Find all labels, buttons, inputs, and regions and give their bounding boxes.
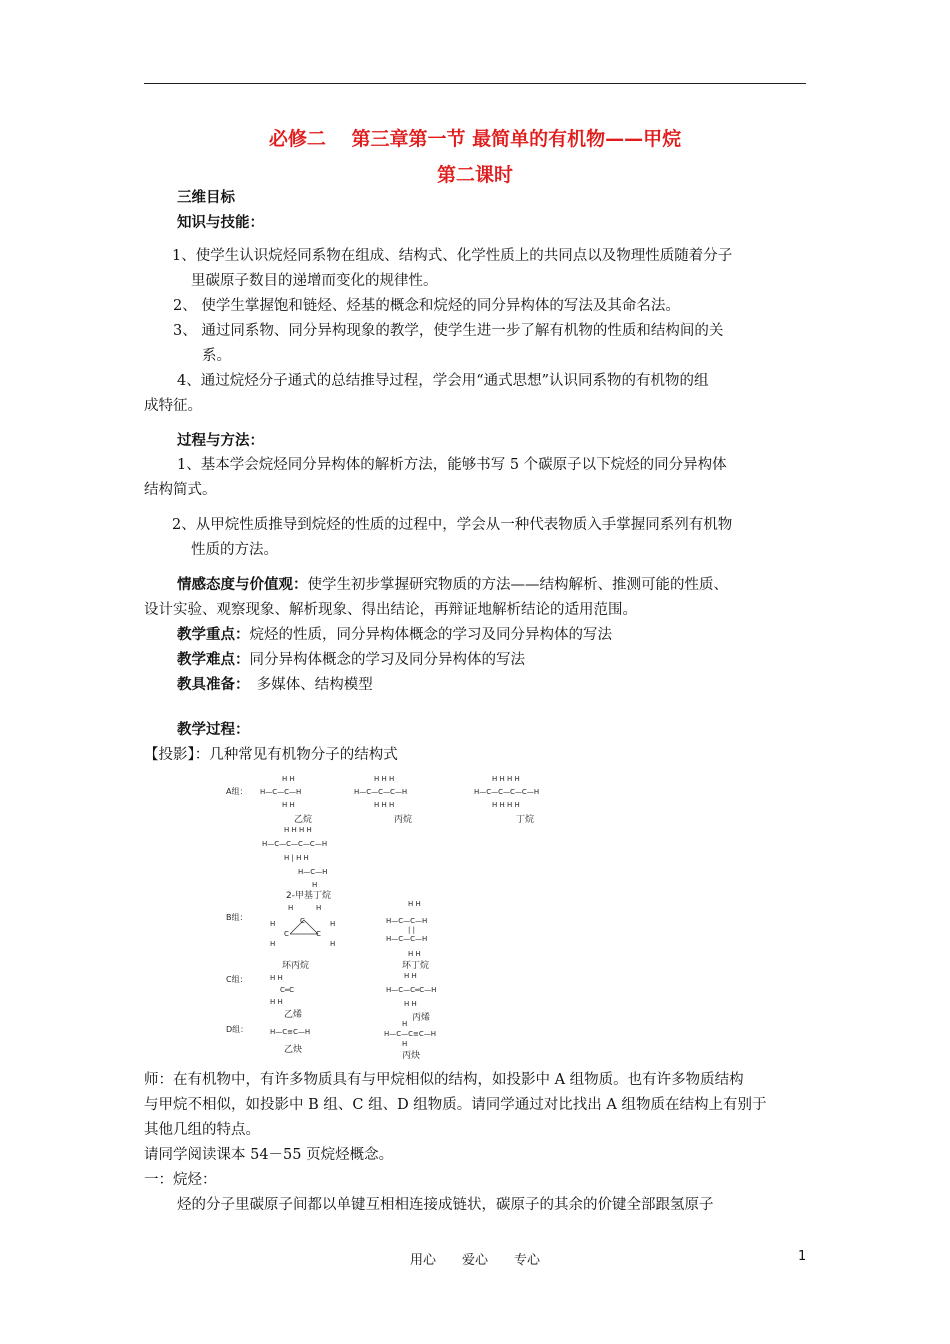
svg-text:| |: | | [408, 926, 415, 934]
svg-text:H—C—C—H: H—C—C—H [386, 935, 428, 943]
svg-text:H H: H H [408, 950, 421, 958]
methylbutane-structure [262, 826, 327, 889]
svg-text:H: H [402, 1040, 408, 1048]
svg-text:C═C: C═C [280, 986, 294, 994]
header-rule [144, 83, 806, 84]
body-paragraph-3: 烃的分子里碳原子间都以单键互相相连接成链状，碳原子的其余的价键全部跟氢原子 [177, 1197, 714, 1213]
focus-label: 教学重点： [177, 627, 250, 643]
ethene-label: 乙烯 [284, 1010, 303, 1020]
footer-text: 用心 爱心 专心 [409, 1253, 540, 1268]
group-d-label: D组： [226, 1025, 249, 1034]
knowledge-item-4-cont: 成特征。 [144, 398, 202, 414]
emotion-line-cont: 设计实验、观察现象、解析现象、得出结论，再辩证地解析结论的适用范围。 [144, 602, 637, 618]
propyne-structure [384, 1020, 436, 1048]
svg-text:H H: H H [282, 775, 295, 783]
ethane-structure [260, 775, 301, 809]
svg-text:H: H [270, 920, 276, 928]
svg-text:H—C—H: H—C—H [298, 868, 328, 876]
document-title: 必修二 第三章第一节 最简单的有机物——甲烷 [268, 128, 682, 150]
methylbutane-label: 2-甲基丁烷 [286, 891, 331, 901]
process-item-1: 1、基本学会烷烃同分异构体的解析方法，能够书写 5 个碳原子以下烷烃的同分异构体 [177, 457, 727, 473]
svg-text:H H H H: H H H H [492, 775, 520, 783]
process-item-1-cont: 结构简式。 [144, 482, 217, 498]
svg-text:H H: H H [282, 801, 295, 809]
cyclobutane-label: 环丁烷 [402, 961, 430, 971]
svg-text:H H H: H H H [374, 775, 395, 783]
focus-line [177, 625, 612, 645]
propyne-label: 丙炔 [402, 1051, 421, 1060]
projection-line [144, 745, 398, 765]
section-heading-alkane: 一：烷烃： [144, 1172, 217, 1188]
difficulty-label: 教学难点： [177, 652, 250, 668]
process-item-2-cont: 性质的方法。 [191, 542, 278, 558]
body-paragraph-1-end: 其他几组的特点。 [144, 1122, 260, 1138]
body-paragraph-1: 师：在有机物中，有许多物质具有与甲烷相似的结构，如投影中 A 组物质。也有许多物质结构 [144, 1072, 744, 1088]
ethyne-label: 乙炔 [284, 1045, 303, 1055]
svg-text:H: H [330, 940, 336, 948]
group-a-label: A组： [226, 787, 248, 796]
focus-text: 烷烃的性质，同分异构体概念的学习及同分异构体的写法 [249, 627, 612, 643]
knowledge-item-1: 1、使学生认识烷烃同系物在组成、结构式、化学性质上的共同点以及物理性质随着分子 [172, 248, 733, 264]
tools-label: 教具准备： [177, 677, 243, 693]
svg-text:H: H [402, 1020, 408, 1028]
process-heading: 过程与方法： [177, 433, 264, 449]
difficulty-text: 同分异构体概念的学习及同分异构体的写法 [249, 652, 525, 668]
svg-text:H: H [330, 920, 336, 928]
propane-structure [354, 775, 407, 809]
svg-text:H H: H H [408, 900, 421, 908]
svg-text:H—C—C═C—H: H—C—C═C—H [386, 986, 437, 994]
svg-text:H—C—C—C—C—H: H—C—C—C—C—H [474, 788, 540, 796]
tools-line [177, 675, 373, 695]
cyclopropane-label: 环丙烷 [282, 961, 310, 971]
svg-text:H—C—C≡C—H: H—C—C≡C—H [384, 1030, 437, 1038]
process-item-2: 2、从甲烷性质推导到烷烃的性质的过程中，学会从一种代表物质入手掌握同系列有机物 [172, 517, 733, 533]
teaching-process-heading: 教学过程： [177, 722, 250, 738]
cyclopropane-structure [270, 904, 335, 948]
svg-text:H: H [316, 904, 322, 912]
knowledge-item-2: 2、 使学生掌握饱和链烃、烃基的概念和烷烃的同分异构体的写法及其命名法。 [173, 298, 680, 314]
svg-text:C: C [316, 930, 321, 938]
ethane-label: 乙烷 [294, 815, 313, 825]
svg-text:H H: H H [404, 972, 417, 980]
cyclobutane-structure [386, 900, 427, 958]
emotion-label: 情感态度与价值观： [177, 577, 308, 593]
butane-label: 丁烷 [516, 815, 535, 825]
knowledge-item-4: 4、通过烷烃分子通式的总结推导过程，学会用“通式思想”认识同系物的有机物的组 [177, 373, 709, 389]
svg-text:C: C [300, 917, 305, 925]
group-c-label: C组： [226, 975, 248, 984]
projection-text: ：几种常见有机物分子的结构式 [194, 747, 398, 763]
svg-text:H H: H H [270, 998, 283, 1006]
svg-text:H H H H: H H H H [284, 826, 312, 834]
tools-text: 多媒体、结构模型 [242, 677, 373, 693]
svg-text:H H: H H [404, 1000, 417, 1008]
body-paragraph-2: 请同学阅读课本 54－55 页烷烃概念。 [144, 1147, 394, 1163]
propene-label: 丙烯 [412, 1013, 431, 1023]
propene-structure [386, 972, 436, 1008]
difficulty-line [177, 650, 525, 670]
structural-formulas-figure [224, 770, 604, 1060]
svg-text:C: C [284, 930, 289, 938]
svg-text:H H H: H H H [374, 801, 395, 809]
document-subtitle: 第二课时 [436, 164, 513, 186]
projection-label: 【投影】 [144, 747, 195, 763]
knowledge-item-1-cont: 里碳原子数目的递增而变化的规律性。 [191, 273, 438, 289]
svg-text:H: H [312, 881, 318, 889]
svg-text:H—C—C—H: H—C—C—H [260, 788, 302, 796]
svg-text:H H H H: H H H H [492, 801, 520, 809]
svg-text:H—C—C—C—C—H: H—C—C—C—C—H [262, 840, 328, 848]
knowledge-item-3-cont: 系。 [202, 348, 231, 364]
propane-label: 丙烷 [394, 815, 413, 825]
emotion-line [177, 575, 728, 595]
knowledge-heading: 知识与技能： [177, 215, 264, 231]
butane-structure [474, 775, 539, 809]
svg-text:H: H [270, 940, 276, 948]
ethyne-structure: H—C≡C—H [270, 1028, 311, 1036]
emotion-text: 使学生初步掌握研究物质的方法——结构解析、推测可能的性质、 [307, 577, 728, 593]
page-number: 1 [798, 1249, 807, 1264]
body-paragraph-1-cont: 与甲烷不相似，如投影中 B 组、C 组、D 组物质。请同学通过对比找出 A 组物质在结构上有别于 [144, 1097, 767, 1113]
svg-text:H | H H: H | H H [284, 854, 309, 862]
objectives-heading: 三维目标 [177, 190, 235, 206]
svg-text:H—C—C—C—H: H—C—C—C—H [354, 788, 408, 796]
group-b-label: B组： [226, 913, 248, 922]
ethene-structure [270, 974, 294, 1006]
svg-text:H H: H H [270, 974, 283, 982]
svg-text:H: H [288, 904, 294, 912]
svg-text:H—C—C—H: H—C—C—H [386, 917, 428, 925]
knowledge-item-3: 3、 通过同系物、同分异构现象的教学，使学生进一步了解有机物的性质和结构间的关 [173, 323, 724, 339]
